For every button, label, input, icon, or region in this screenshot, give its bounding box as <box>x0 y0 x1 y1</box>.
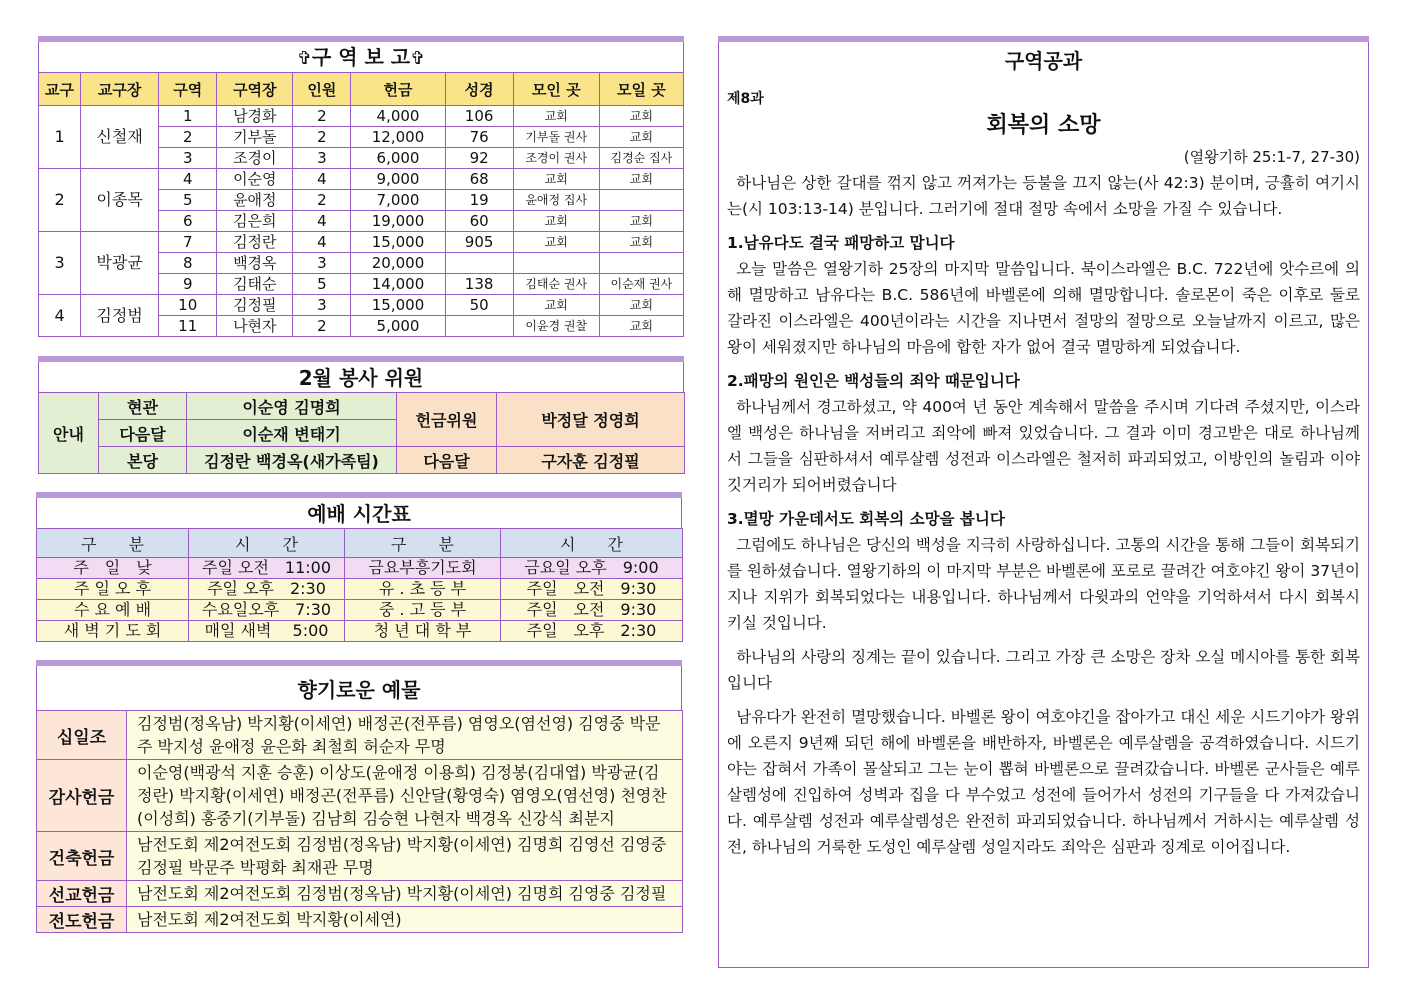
people-cell: 4 <box>293 211 351 232</box>
area-leader-cell: 나현자 <box>217 316 293 337</box>
people-cell: 3 <box>293 295 351 316</box>
offering-cell: 6,000 <box>351 148 445 169</box>
people-cell: 2 <box>293 127 351 148</box>
district-header-cell: 교구 <box>39 73 81 106</box>
next-place-cell <box>599 190 683 211</box>
worship-name-cell: 주 일 낮 <box>37 558 189 579</box>
area-cell: 10 <box>159 295 217 316</box>
lesson-section-3-text: 그럼에도 하나님은 당신의 백성을 지극히 사랑하십니다. 고통의 시간을 통해 그들이 회복되기를 원하셨습니다. 열왕기하의 이 마지막 부분은 바벨론에 포로로 끌려간 여호야긴 왕이 37년이 지나 지위가 회복되었다는 내용입니다. 하나님께서 다윗과의 언약을 기억하셔서 다시 회복시키실 것입니다. <box>727 536 1360 632</box>
lesson-section-3-title: 3.멸망 가운데서도 회복의 소망을 봅니다 <box>727 510 1005 528</box>
met-place-cell: 교회 <box>513 106 599 127</box>
next-place-cell: 교회 <box>599 106 683 127</box>
next-place-cell: 교회 <box>599 211 683 232</box>
met-place-cell: 교회 <box>513 169 599 190</box>
parish-number: 1 <box>39 106 81 169</box>
bible-cell: 106 <box>445 106 513 127</box>
offering-cell: 19,000 <box>351 211 445 232</box>
lesson-section-2-text: 하나님께서 경고하셨고, 약 400여 년 동안 계속해서 말씀을 주시며 기다려 주셨지만, 이스라엘 백성은 하나님을 저버리고 죄악에 빠져 있었습니다. 그 결과 이미 경고받은 대로 하나님께서 그들을 심판하셔서 예루살렘 성전과 이스라엘은 철저히 파괴되었고, 이방인의 놀림과 이야깃거리가 되어버렸습니다 <box>727 398 1360 494</box>
next-month-names: 구자훈 김정필 <box>497 447 685 474</box>
table-row <box>37 711 683 760</box>
next-place-cell: 교회 <box>599 127 683 148</box>
tea-label: 다음달 <box>99 420 187 447</box>
offering-type-label: 선교헌금 <box>37 881 127 907</box>
area-leader-cell: 김정필 <box>217 295 293 316</box>
bible-cell: 50 <box>445 295 513 316</box>
worship-name-cell: 중 . 고 등 부 <box>345 600 501 621</box>
people-cell: 2 <box>293 190 351 211</box>
district-header-cell: 성경 <box>445 73 513 106</box>
district-table <box>38 72 684 337</box>
area-leader-cell: 기부돌 <box>217 127 293 148</box>
bible-cell: 60 <box>445 211 513 232</box>
area-cell: 7 <box>159 232 217 253</box>
area-cell: 5 <box>159 190 217 211</box>
offering-cell: 12,000 <box>351 127 445 148</box>
people-cell: 4 <box>293 169 351 190</box>
people-cell: 5 <box>293 274 351 295</box>
offering-cell: 20,000 <box>351 253 445 274</box>
met-place-cell: 윤애정 집사 <box>513 190 599 211</box>
worship-header-cell: 시 간 <box>189 529 345 558</box>
bible-cell: 905 <box>445 232 513 253</box>
area-cell: 8 <box>159 253 217 274</box>
parish-leader: 이종목 <box>81 169 159 232</box>
table-row <box>37 621 683 642</box>
parish-number: 2 <box>39 169 81 232</box>
offering-committee-label: 헌금위원 <box>397 393 497 447</box>
district-header-cell: 모일 곳 <box>599 73 683 106</box>
district-header-cell: 모인 곳 <box>513 73 599 106</box>
district-title-text: 구 역 보 고 <box>311 45 411 69</box>
parish-leader: 박광균 <box>81 232 159 295</box>
table-row <box>37 600 683 621</box>
offerings-table <box>36 710 683 933</box>
sanctuary-names: 김정란 백경옥(새가족팀) <box>187 447 397 474</box>
met-place-cell: 교회 <box>513 232 599 253</box>
offering-cell: 9,000 <box>351 169 445 190</box>
table-row <box>39 295 684 316</box>
lesson-paragraph-4: 하나님의 사랑의 징계는 끝이 있습니다. 그리고 가장 큰 소망은 장차 오실 메시아를 통한 회복입니다 <box>727 648 1360 692</box>
district-header-cell: 구역 <box>159 73 217 106</box>
offering-cell: 5,000 <box>351 316 445 337</box>
bible-cell: 19 <box>445 190 513 211</box>
people-cell: 3 <box>293 253 351 274</box>
offering-cell: 14,000 <box>351 274 445 295</box>
next-place-cell: 교회 <box>599 316 683 337</box>
next-place-cell: 김경순 집사 <box>599 148 683 169</box>
area-leader-cell: 백경옥 <box>217 253 293 274</box>
worship-table <box>36 528 683 642</box>
bible-cell: 68 <box>445 169 513 190</box>
table-row <box>37 558 683 579</box>
area-cell: 4 <box>159 169 217 190</box>
lesson-panel <box>718 36 1369 968</box>
offering-type-label: 건축헌금 <box>37 832 127 881</box>
parish-number: 3 <box>39 232 81 295</box>
district-header-cell: 구역장 <box>217 73 293 106</box>
next-place-cell <box>599 253 683 274</box>
lesson-heading: 회복의 소망 <box>986 113 1101 138</box>
worship-name-cell: 새 벽 기 도 회 <box>37 621 189 642</box>
area-leader-cell: 김태순 <box>217 274 293 295</box>
parish-leader: 김정범 <box>81 295 159 337</box>
parish-leader: 신철재 <box>81 106 159 169</box>
worship-title: 예배 시간표 <box>36 498 682 528</box>
lesson-reference: (열왕기하 25:1-7, 27-30) <box>1183 148 1360 166</box>
district-header-cell: 인원 <box>293 73 351 106</box>
lesson-section-title: 구역공과 <box>1004 49 1083 73</box>
area-leader-cell: 김정란 <box>217 232 293 253</box>
worship-name-cell: 금요부흥기도회 <box>345 558 501 579</box>
area-leader-cell: 윤애정 <box>217 190 293 211</box>
bible-cell: 92 <box>445 148 513 169</box>
next-place-cell: 이순재 권사 <box>599 274 683 295</box>
worship-header-cell: 구 분 <box>37 529 189 558</box>
lesson-number: 제8과 <box>727 91 764 107</box>
people-cell: 4 <box>293 232 351 253</box>
lesson-section-1-text: 오늘 말씀은 열왕기하 25장의 마지막 말씀입니다. 북이스라엘은 B.C. 722년에 앗수르에 의해 멸망하고 남유다는 B.C. 586년에 바벨론에 의해 멸망합니다. 솔로몬이 죽은 이후로 둘로 갈라진 이스라엘은 400년이라는 시간을 지나면서 절망의 절망으로 오늘날까지 이르고, 많은 왕이 세워졌지만 하나님의 마음에 합한 자가 없어 결국 멸망하게 되었습니다. <box>727 260 1360 356</box>
worship-name-cell: 주 일 오 후 <box>37 579 189 600</box>
district-report-panel <box>38 36 684 337</box>
lesson-intro: 하나님은 상한 갈대를 꺾지 않고 꺼져가는 등불을 끄지 않는(사 42:3) 분이며, 긍휼히 여기시는(시 103:13-14) 분입니다. 그러기에 절대 절망 속에서 소망을 가질 수 있습니다. <box>727 174 1360 218</box>
cross-icon: ✞ <box>296 48 312 69</box>
worship-name-cell: 유 . 초 등 부 <box>345 579 501 600</box>
met-place-cell: 기부돌 권사 <box>513 127 599 148</box>
district-header-cell: 헌금 <box>351 73 445 106</box>
parish-number: 4 <box>39 295 81 337</box>
people-cell: 2 <box>293 316 351 337</box>
offering-cell: 7,000 <box>351 190 445 211</box>
met-place-cell: 교회 <box>513 211 599 232</box>
next-place-cell: 교회 <box>599 169 683 190</box>
offering-committee-names: 박정달 정영희 <box>497 393 685 447</box>
district-title <box>38 42 684 72</box>
worship-time-cell: 주일 오후 2:30 <box>501 621 683 642</box>
worship-name-cell: 수 요 예 배 <box>37 600 189 621</box>
next-place-cell: 교회 <box>599 232 683 253</box>
service-table <box>38 392 685 474</box>
offering-type-label: 십일조 <box>37 711 127 760</box>
next-place-cell: 교회 <box>599 295 683 316</box>
offering-cell: 15,000 <box>351 232 445 253</box>
bible-cell: 76 <box>445 127 513 148</box>
table-row <box>39 232 684 253</box>
worship-time-cell: 주일 오전 11:00 <box>189 558 345 579</box>
worship-name-cell: 청 년 대 학 부 <box>345 621 501 642</box>
worship-time-cell: 주일 오전 9:30 <box>501 579 683 600</box>
bible-cell: 138 <box>445 274 513 295</box>
table-row <box>37 832 683 881</box>
lesson-section-2-title: 2.패망의 원인은 백성들의 죄악 때문입니다 <box>727 372 1020 390</box>
cross-icon: ✞ <box>410 48 426 69</box>
offering-type-label: 전도헌금 <box>37 907 127 933</box>
area-cell: 9 <box>159 274 217 295</box>
area-cell: 1 <box>159 106 217 127</box>
offering-type-label: 감사헌금 <box>37 760 127 832</box>
lesson-body <box>719 170 1368 860</box>
entrance-label: 현관 <box>99 393 187 420</box>
entrance-names: 이순영 김명희 <box>187 393 397 420</box>
met-place-cell: 조경이 권사 <box>513 148 599 169</box>
worship-header-cell: 시 간 <box>501 529 683 558</box>
offerings-panel <box>36 660 682 933</box>
table-row <box>37 881 683 907</box>
table-row <box>37 760 683 832</box>
people-cell: 3 <box>293 148 351 169</box>
table-row <box>39 169 684 190</box>
offering-donor-names: 남전도회 제2여전도회 박지황(이세연) <box>127 907 683 933</box>
area-leader-cell: 조경이 <box>217 148 293 169</box>
offerings-title: 향기로운 예물 <box>36 666 682 710</box>
worship-time-cell: 매일 새벽 5:00 <box>189 621 345 642</box>
worship-schedule-panel <box>36 492 682 642</box>
next-month-label: 다음달 <box>397 447 497 474</box>
guide-label: 안내 <box>39 393 99 474</box>
met-place-cell: 김태순 권사 <box>513 274 599 295</box>
bible-cell <box>445 316 513 337</box>
offering-donor-names: 남전도회 제2여전도회 김정범(정옥남) 박지황(이세연) 김명희 김영선 김영중 김정필 박문주 박평화 최재관 무명 <box>127 832 683 881</box>
offering-donor-names: 김정범(정옥남) 박지황(이세연) 배정곤(전푸름) 염영오(염선영) 김영중 박문주 박지성 윤애정 윤은화 최철희 허순자 무명 <box>127 711 683 760</box>
lesson-paragraph-5: 남유다가 완전히 멸망했습니다. 바벨론 왕이 여호야긴을 잡아가고 대신 세운 시드기야가 왕위에 오른지 9년째 되던 해에 바벨론을 배반하자, 바벨론은 예루살렘을 공격하였습니다. 시드기야는 잡혀서 가족이 몰살되고 그는 눈이 뽑혀 바벨론으로 끌려갔습니다. 바벨론 군사들은 예루살렘성에 진입하여 성벽과 집을 다 부수었고 성전에 들어가서 성전의 기구들을 다 가져갔습니다. 예루살렘 성전과 예루살렘성은 완전히 파괴되었습니다. 하나님께서 거하시는 예루살렘 성전, 하나님의 거룩한 도성인 예루살렘 성일지라도 죄악은 심판과 징계로 이어집니다. <box>727 708 1360 856</box>
people-cell: 2 <box>293 106 351 127</box>
worship-time-cell: 금요일 오후 9:00 <box>501 558 683 579</box>
worship-time-cell: 주일 오전 9:30 <box>501 600 683 621</box>
offering-cell: 15,000 <box>351 295 445 316</box>
bible-cell <box>445 253 513 274</box>
table-row <box>37 579 683 600</box>
table-row <box>37 907 683 933</box>
sanctuary-label: 본당 <box>99 447 187 474</box>
table-row <box>39 106 684 127</box>
offering-cell: 4,000 <box>351 106 445 127</box>
met-place-cell: 이윤경 권찰 <box>513 316 599 337</box>
worship-header-cell: 구 분 <box>345 529 501 558</box>
worship-time-cell: 주일 오후 2:30 <box>189 579 345 600</box>
met-place-cell: 교회 <box>513 295 599 316</box>
area-leader-cell: 김은희 <box>217 211 293 232</box>
met-place-cell <box>513 253 599 274</box>
offering-donor-names: 남전도회 제2여전도회 김정범(정옥남) 박지황(이세연) 김명희 김영중 김정필 <box>127 881 683 907</box>
district-header-cell: 교구장 <box>81 73 159 106</box>
area-leader-cell: 남경화 <box>217 106 293 127</box>
area-cell: 11 <box>159 316 217 337</box>
area-cell: 2 <box>159 127 217 148</box>
offering-donor-names: 이순영(백광석 지훈 승훈) 이상도(윤애정 이용희) 김정봉(김대엽) 박광균(김정란) 박지황(이세연) 배정곤(전푸름) 신안달(황영숙) 염영오(염선영) 천영찬(이성희) 홍중기(기부돌) 김남희 김승현 나현자 백경옥 신강식 최분지 <box>127 760 683 832</box>
area-cell: 6 <box>159 211 217 232</box>
service-title: 2월 봉사 위원 <box>38 362 684 392</box>
worship-time-cell: 수요일오후 7:30 <box>189 600 345 621</box>
area-leader-cell: 이순영 <box>217 169 293 190</box>
tea-names: 이순재 변태기 <box>187 420 397 447</box>
lesson-section-1-title: 1.남유다도 결국 패망하고 맙니다 <box>727 234 955 252</box>
service-committee-panel <box>38 356 684 474</box>
area-cell: 3 <box>159 148 217 169</box>
